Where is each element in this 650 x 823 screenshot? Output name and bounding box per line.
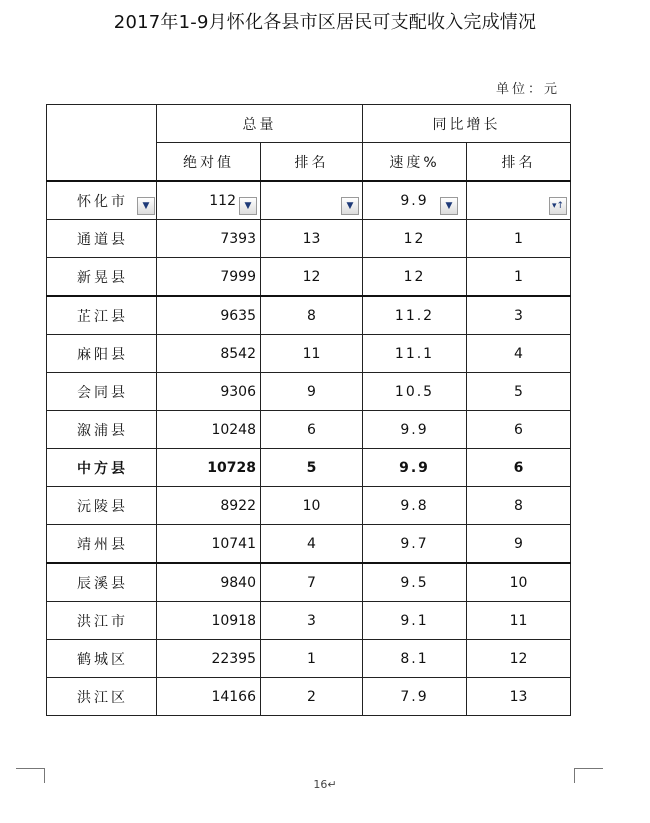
summary-rank-cell[interactable] [261,181,363,220]
region-speed: 9.9 [363,411,467,449]
table-row [47,640,571,678]
region-speed: 12 [363,220,467,258]
region-rank: 6 [261,411,363,449]
table-row [47,487,571,525]
filter-dropdown-icon[interactable]: ▼ [341,197,359,215]
region-rank: 12 [261,258,363,297]
filter-dropdown-icon[interactable]: ▼ [137,197,155,215]
region-name: 洪江区 [47,678,157,716]
region-value: 8922 [157,487,261,525]
table-row [47,678,571,716]
region-speed-rank: 8 [467,487,571,525]
region-name: 芷江县 [47,296,157,335]
table-row [47,335,571,373]
unit-label: 单位：元 [496,82,561,97]
summary-name: 怀化市 [77,193,128,210]
region-rank: 10 [261,487,363,525]
header-growth: 同比增长 [363,105,571,143]
summary-speed-cell[interactable] [363,181,467,220]
region-value: 9635 [157,296,261,335]
table-row [47,563,571,602]
table-row-highlighted [47,449,571,487]
summary-speed: 9.9 [400,192,429,209]
region-name: 会同县 [47,373,157,411]
region-value: 14166 [157,678,261,716]
region-name: 麻阳县 [47,335,157,373]
region-name: 洪江市 [47,602,157,640]
region-rank: 8 [261,296,363,335]
region-speed-rank: 4 [467,335,571,373]
region-speed-rank: 11 [467,602,571,640]
table-row [47,220,571,258]
region-speed-rank: 1 [467,258,571,297]
region-name: 靖州县 [47,525,157,564]
region-speed: 9.5 [363,563,467,602]
region-value: 10248 [157,411,261,449]
region-name: 溆浦县 [47,411,157,449]
region-speed: 10.5 [363,373,467,411]
region-value: 9840 [157,563,261,602]
region-speed: 11.1 [363,335,467,373]
region-value: 7393 [157,220,261,258]
header-corner [47,105,157,182]
region-rank: 13 [261,220,363,258]
summary-value-cell[interactable] [157,181,261,220]
summary-value: 112 [209,192,236,209]
region-rank: 11 [261,335,363,373]
region-speed-rank: 3 [467,296,571,335]
region-speed: 9.9 [363,449,467,487]
region-speed-rank: 9 [467,525,571,564]
region-rank: 2 [261,678,363,716]
region-value: 22395 [157,640,261,678]
summary-name-cell[interactable] [47,181,157,220]
page-number: 16↵ [313,778,337,791]
region-speed-rank: 10 [467,563,571,602]
header-total: 总量 [157,105,363,143]
region-name: 通道县 [47,220,157,258]
region-value: 9306 [157,373,261,411]
region-speed: 9.1 [363,602,467,640]
region-speed: 12 [363,258,467,297]
header-abs-value: 绝对值 [157,143,261,182]
region-name: 鹤城区 [47,640,157,678]
summary-speed-rank-cell[interactable] [467,181,571,220]
table-row [47,411,571,449]
region-speed: 7.9 [363,678,467,716]
region-name: 沅陵县 [47,487,157,525]
region-speed-rank: 13 [467,678,571,716]
region-speed-rank: 6 [467,449,571,487]
page-title: 2017年1-9月怀化各县市区居民可支配收入完成情况 [113,12,537,33]
header-speed: 速度% [363,143,467,182]
region-speed: 9.8 [363,487,467,525]
region-rank: 5 [261,449,363,487]
table-row [47,602,571,640]
region-rank: 3 [261,602,363,640]
region-name: 辰溪县 [47,563,157,602]
region-value: 10728 [157,449,261,487]
region-rank: 4 [261,525,363,564]
region-speed-rank: 1 [467,220,571,258]
region-speed: 8.1 [363,640,467,678]
header-rank: 排名 [261,143,363,182]
region-speed-rank: 6 [467,411,571,449]
header-row-1 [47,105,571,143]
region-name: 新晃县 [47,258,157,297]
sort-dropdown-icon[interactable]: ▾↑ [549,197,567,215]
summary-row [47,181,571,220]
region-value: 10918 [157,602,261,640]
header-speed-rank: 排名 [467,143,571,182]
table-row [47,258,571,297]
region-rank: 9 [261,373,363,411]
region-speed-rank: 5 [467,373,571,411]
region-value: 7999 [157,258,261,297]
region-value: 8542 [157,335,261,373]
region-name: 中方县 [47,449,157,487]
filter-dropdown-icon[interactable]: ▼ [440,197,458,215]
region-speed: 9.7 [363,525,467,564]
region-speed-rank: 12 [467,640,571,678]
region-value: 10741 [157,525,261,564]
table-row [47,525,571,564]
filter-dropdown-icon[interactable]: ▼ [239,197,257,215]
table-row [47,373,571,411]
region-speed: 11.2 [363,296,467,335]
income-table [46,104,571,716]
table-row [47,296,571,335]
region-rank: 7 [261,563,363,602]
region-rank: 1 [261,640,363,678]
